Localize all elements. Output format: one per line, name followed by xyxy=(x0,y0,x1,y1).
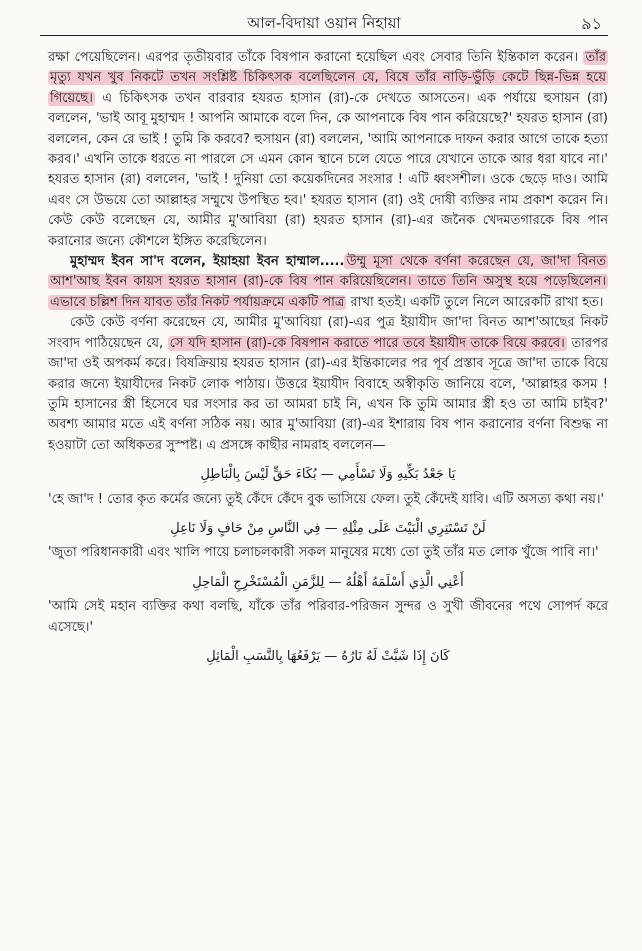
paragraph-2-text-b: রাখা হতই। একটি তুলে নিলে আরেকটি রাখা হত। xyxy=(346,294,604,310)
highlight-3: সে যদি হাসান (রা)-কে বিষপান করাতে পারে তবে ইয়াযীদ তাকে বিয়ে করবে। xyxy=(169,335,565,351)
header-rule xyxy=(40,35,608,36)
page-body xyxy=(48,48,608,671)
paragraph-1-text-a: রক্ষা পেয়েছিলেন। এরপর তৃতীয়বার তাঁকে বিষপান করানো হয়েছিল এবং সেবার তিনি ইন্তিকাল করেন। xyxy=(48,50,584,65)
page-number: ৯১ xyxy=(581,14,602,33)
verse-4-arabic: كَانَ إِذَا شَبَّتْ لَهُ نَارُهُ — يَرْفَعُهَا بِالنَّسَبِ الْمَاثِلِ xyxy=(206,648,450,664)
paragraph-2 xyxy=(48,252,608,313)
verse-3-arabic: أَعْنِي الَّذِي أَسْلَمَهُ أَهْلُهُ — لِلزَّمَنِ الْمُسْتَخْرِجِ الْمَاحِلِ xyxy=(192,574,464,590)
verse-2-translation: 'জুতা পরিধানকারী এবং খালি পায়ে চলাচলকারী সকল মানুষের মধ্যে তো তুই তাঁর মত লোক খুঁজে পাবি না।' xyxy=(48,545,599,561)
paragraph-3-text-a: কেউ কেউ বর্ণনা করেছেন যে, আমীর মু'আবিয়া (রা)-এর পুত্র ইয়াযীদ জা'দা বিনত আশ'আছের নিকট সংবাদ পাঠিয়েছেন যে, xyxy=(48,315,608,351)
paragraph-3 xyxy=(48,313,608,456)
paragraph-3-text-b: তারপর জা'দা ওই অপকর্ম করে। বিষক্রিয়ায় হযরত হাসান (রা)-এর ইন্তিকালের পর পূর্ব প্রস্তাব সূত্রে জা'দা তাকে বিয়ে করার জন্যে ইয়াযীদের নিকট লোক পাঠায়। উত্তরে ইয়াযীদ বিবাহে অস্বীকৃতি জানিয়ে বলে, 'আল্লাহর কসম ! তুমি হাসানের স্ত্রী হিসেবে ঘর সংসার কর তা আমরা চাই নি, এখন কি তুমি আমার স্ত্রী হও তা আমি চাইব?' অবশ্য আমার মতে এই বর্ণনা সঠিক নয়। আর মু'আবিয়া (রা)-এর ইশারায় বিষ পান করানোর বর্ণনা বিশুদ্ধ না হওয়াটা তো অধিকতর সুস্পষ্ট। এ প্রসঙ্গে কাছীর নামরাহ বললেন— xyxy=(48,335,608,453)
verse-1-arabic: يَا جَعْدُ بَكِّيهِ وَلَا تَسْأَمِي — بُكَاءَ حَقٍّ لَيْسَ بِالْبَاطِلِ xyxy=(200,467,456,483)
highlight-1: তাঁর মৃত্যু যখন খুব নিকটে তখন সংশ্লিষ্ট চিকিৎসক বলেছিলেন যে, বিষে তাঁর নাড়ি-ভুঁড়ি কেটে ছিন্ন-ভিন্ন হয়ে গিয়েছে। xyxy=(50,50,606,106)
paragraph-2-text-a: মুহাম্মদ ইবন সা'দ বলেন, ইয়াহয়া ইবন হাম্মাল..... xyxy=(70,254,345,270)
running-title: আল-বিদায়া ওয়ান নিহায়া xyxy=(247,14,401,32)
verse-3-translation: 'আমি সেই মহান ব্যক্তির কথা বলছি, যাঁকে তাঁর পরিবার-পরিজন সুন্দর ও সুখী জীবনের পথে সোপর্দ করে এসেছে।' xyxy=(48,599,608,635)
paragraph-1-text-b: এ চিকিৎসক তখন বারবার হযরত হাসান (রা)-কে দেখতে আসতেন। এক পর্যায়ে হুসায়ন (রা) বললেন, 'ভাই আবূ মুহাম্মদ ! আপনি আমাকে বলে দিন, কে আপনাকে বিষ পান করিয়েছে?' হযরত হাসান (রা) বললেন, কেন রে ভাই ! তুমি কি করবে? হুসায়ন (রা) বললেন, 'আমি আপনাকে দাফন করার আগে তাকে হত্যা করব।' এখনি তাকে ধরতে না পারলে সে এমন কোন স্থানে চলে যেতে পারে যেখানে তাকে আর ধরা যাবে না।' হযরত হাসান (রা) বললেন, 'ভাই ! দুনিয়া তো কয়েকদিনের সংসার ! এটি ধ্বংসশীল। ওকে ছেড়ে দাও। আমি এবং সে উভয়ে তো আল্লাহর সম্মুখে উপস্থিত হব।' হযরত হাসান (রা) ওই দোষী ব্যক্তির নাম প্রকাশ করেন নি। কেউ কেউ বলেছেন যে, আমীর মু'আবিয়া (রা) হযরত হাসান (রা)-এর জনৈক খেদমতগারকে বিষ পান করানোর জন্যে কৌশলে ইঙ্গিত করেছিলেন। xyxy=(48,90,608,249)
page-header xyxy=(40,6,608,36)
paragraph-1 xyxy=(48,48,608,252)
verse-2-arabic: لَنْ تَسْتَتِرِي الْبَيْتَ عَلَى مِثْلِهِ — فِي النَّاسِ مِنْ حَافٍ وَلَا نَاعِلِ xyxy=(170,520,486,536)
highlight-2: উম্মু মূসা থেকে বর্ণনা করেছেন যে, জা'দা বিনত আশ'আছ ইবন কায়স হযরত হাসান (রা)-কে বিষ পান করিয়েছিলেন। তাতে তিনি অসুস্থ হয়ে পড়েছিলেন। এভাবে চল্লিশ দিন যাবত তাঁর নিকট পর্যায়ক্রমে একটি পাত্র xyxy=(50,254,606,310)
verse-1-translation: 'হে জা'দ ! তোর কৃত কর্মের জন্যে তুই কেঁদে কেঁদে বুক ভাসিয়ে ফেল। তুই কেঁদেই যাবি। এটি অসত্য কথা নয়।' xyxy=(48,491,605,507)
